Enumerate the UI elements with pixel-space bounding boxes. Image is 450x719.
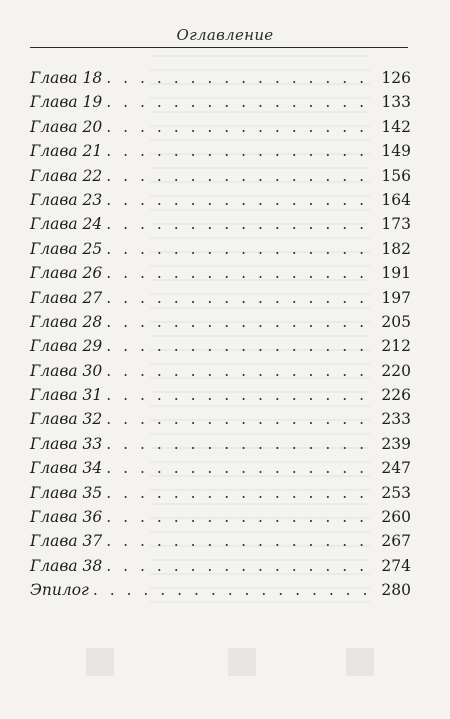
toc-entry[interactable] bbox=[30, 435, 411, 459]
toc-entry-page-number: 233 bbox=[381, 410, 411, 429]
dot-leader bbox=[106, 240, 377, 258]
toc-entry-label: Глава 36 bbox=[30, 508, 103, 527]
toc-entry-label: Глава 26 bbox=[30, 264, 103, 283]
toc-entry-page-number: 267 bbox=[381, 532, 411, 551]
toc-entry-page-number: 197 bbox=[381, 288, 411, 307]
toc-entry[interactable] bbox=[30, 215, 411, 239]
toc-entry-page-number: 220 bbox=[381, 361, 411, 380]
show-through-mark bbox=[86, 648, 114, 676]
toc-entry[interactable] bbox=[30, 581, 411, 605]
running-header: Оглавление bbox=[176, 26, 274, 44]
toc-entry-label: Глава 24 bbox=[30, 215, 103, 234]
toc-entry[interactable] bbox=[30, 240, 411, 264]
toc-entry-label: Глава 23 bbox=[30, 190, 103, 209]
toc-entry-page-number: 226 bbox=[381, 386, 411, 405]
toc-entry-label: Глава 21 bbox=[30, 142, 103, 161]
toc-entry-page-number: 280 bbox=[381, 581, 411, 600]
toc-entry-label: Глава 20 bbox=[30, 117, 103, 136]
toc-entry[interactable] bbox=[30, 264, 411, 288]
toc-entry[interactable] bbox=[30, 484, 411, 508]
toc-entry[interactable] bbox=[30, 459, 411, 483]
toc-entry-label: Глава 30 bbox=[30, 361, 103, 380]
toc-entry[interactable] bbox=[30, 410, 411, 434]
dot-leader bbox=[106, 557, 377, 575]
dot-leader bbox=[106, 362, 377, 380]
toc-entry[interactable] bbox=[30, 289, 411, 313]
dot-leader bbox=[106, 69, 377, 87]
toc-entry-page-number: 156 bbox=[381, 166, 411, 185]
show-through-mark bbox=[346, 648, 374, 676]
toc-entry-label: Глава 33 bbox=[30, 434, 103, 453]
toc-entry-page-number: 126 bbox=[381, 69, 411, 87]
toc-entry-label: Глава 25 bbox=[30, 239, 103, 258]
dot-leader bbox=[106, 142, 377, 160]
toc-entry-label: Глава 28 bbox=[30, 312, 103, 331]
dot-leader bbox=[106, 435, 377, 453]
dot-leader bbox=[106, 386, 377, 404]
dot-leader bbox=[106, 93, 377, 111]
toc-entry-page-number: 239 bbox=[381, 434, 411, 453]
toc-entry-page-number: 149 bbox=[381, 142, 411, 161]
toc-entry[interactable] bbox=[30, 386, 411, 410]
toc-entry-label: Глава 32 bbox=[30, 410, 103, 429]
dot-leader bbox=[106, 459, 377, 477]
dot-leader bbox=[106, 264, 377, 282]
dot-leader bbox=[106, 118, 377, 136]
toc-entry[interactable] bbox=[30, 93, 411, 117]
toc-entry[interactable] bbox=[30, 362, 411, 386]
toc-entry-page-number: 205 bbox=[381, 312, 411, 331]
toc-entry-label: Глава 31 bbox=[30, 386, 103, 405]
toc-entry-page-number: 274 bbox=[381, 556, 411, 575]
dot-leader bbox=[106, 508, 377, 526]
dot-leader bbox=[106, 191, 377, 209]
toc-entry-label: Глава 22 bbox=[30, 166, 103, 185]
toc-entry-label: Эпилог bbox=[30, 581, 89, 600]
toc-entry-page-number: 142 bbox=[381, 117, 411, 136]
toc-entry[interactable] bbox=[30, 532, 411, 556]
toc-entry[interactable] bbox=[30, 557, 411, 581]
toc-entry-label: Глава 38 bbox=[30, 556, 103, 575]
table-of-contents bbox=[30, 69, 411, 606]
toc-entry[interactable] bbox=[30, 69, 411, 93]
toc-entry[interactable] bbox=[30, 142, 411, 166]
dot-leader bbox=[106, 532, 377, 550]
toc-entry-page-number: 212 bbox=[381, 337, 411, 356]
toc-entry-page-number: 182 bbox=[381, 239, 411, 258]
dot-leader bbox=[106, 313, 377, 331]
dot-leader bbox=[106, 484, 377, 502]
dot-leader bbox=[106, 167, 377, 185]
dot-leader bbox=[106, 410, 377, 428]
header-rule bbox=[30, 47, 408, 48]
toc-entry-label: Глава 29 bbox=[30, 337, 103, 356]
toc-entry-label: Глава 37 bbox=[30, 532, 103, 551]
toc-entry-label: Глава 19 bbox=[30, 93, 103, 112]
toc-entry-label: Глава 18 bbox=[30, 69, 103, 87]
toc-entry[interactable] bbox=[30, 508, 411, 532]
toc-entry[interactable] bbox=[30, 313, 411, 337]
dot-leader bbox=[106, 289, 377, 307]
toc-entry[interactable] bbox=[30, 118, 411, 142]
show-through-mark bbox=[228, 648, 256, 676]
toc-entry-page-number: 260 bbox=[381, 508, 411, 527]
dot-leader bbox=[93, 581, 378, 599]
toc-entry-page-number: 253 bbox=[381, 483, 411, 502]
toc-entry[interactable] bbox=[30, 337, 411, 361]
toc-entry-page-number: 133 bbox=[381, 93, 411, 112]
toc-entry-label: Глава 34 bbox=[30, 459, 103, 478]
toc-entry-label: Глава 35 bbox=[30, 483, 103, 502]
toc-entry-label: Глава 27 bbox=[30, 288, 103, 307]
toc-entry-page-number: 164 bbox=[381, 190, 411, 209]
toc-entry[interactable] bbox=[30, 167, 411, 191]
dot-leader bbox=[106, 215, 377, 233]
toc-entry-page-number: 191 bbox=[381, 264, 411, 283]
toc-entry-page-number: 247 bbox=[381, 459, 411, 478]
toc-entry[interactable] bbox=[30, 191, 411, 215]
toc-entry-page-number: 173 bbox=[381, 215, 411, 234]
dot-leader bbox=[106, 337, 377, 355]
